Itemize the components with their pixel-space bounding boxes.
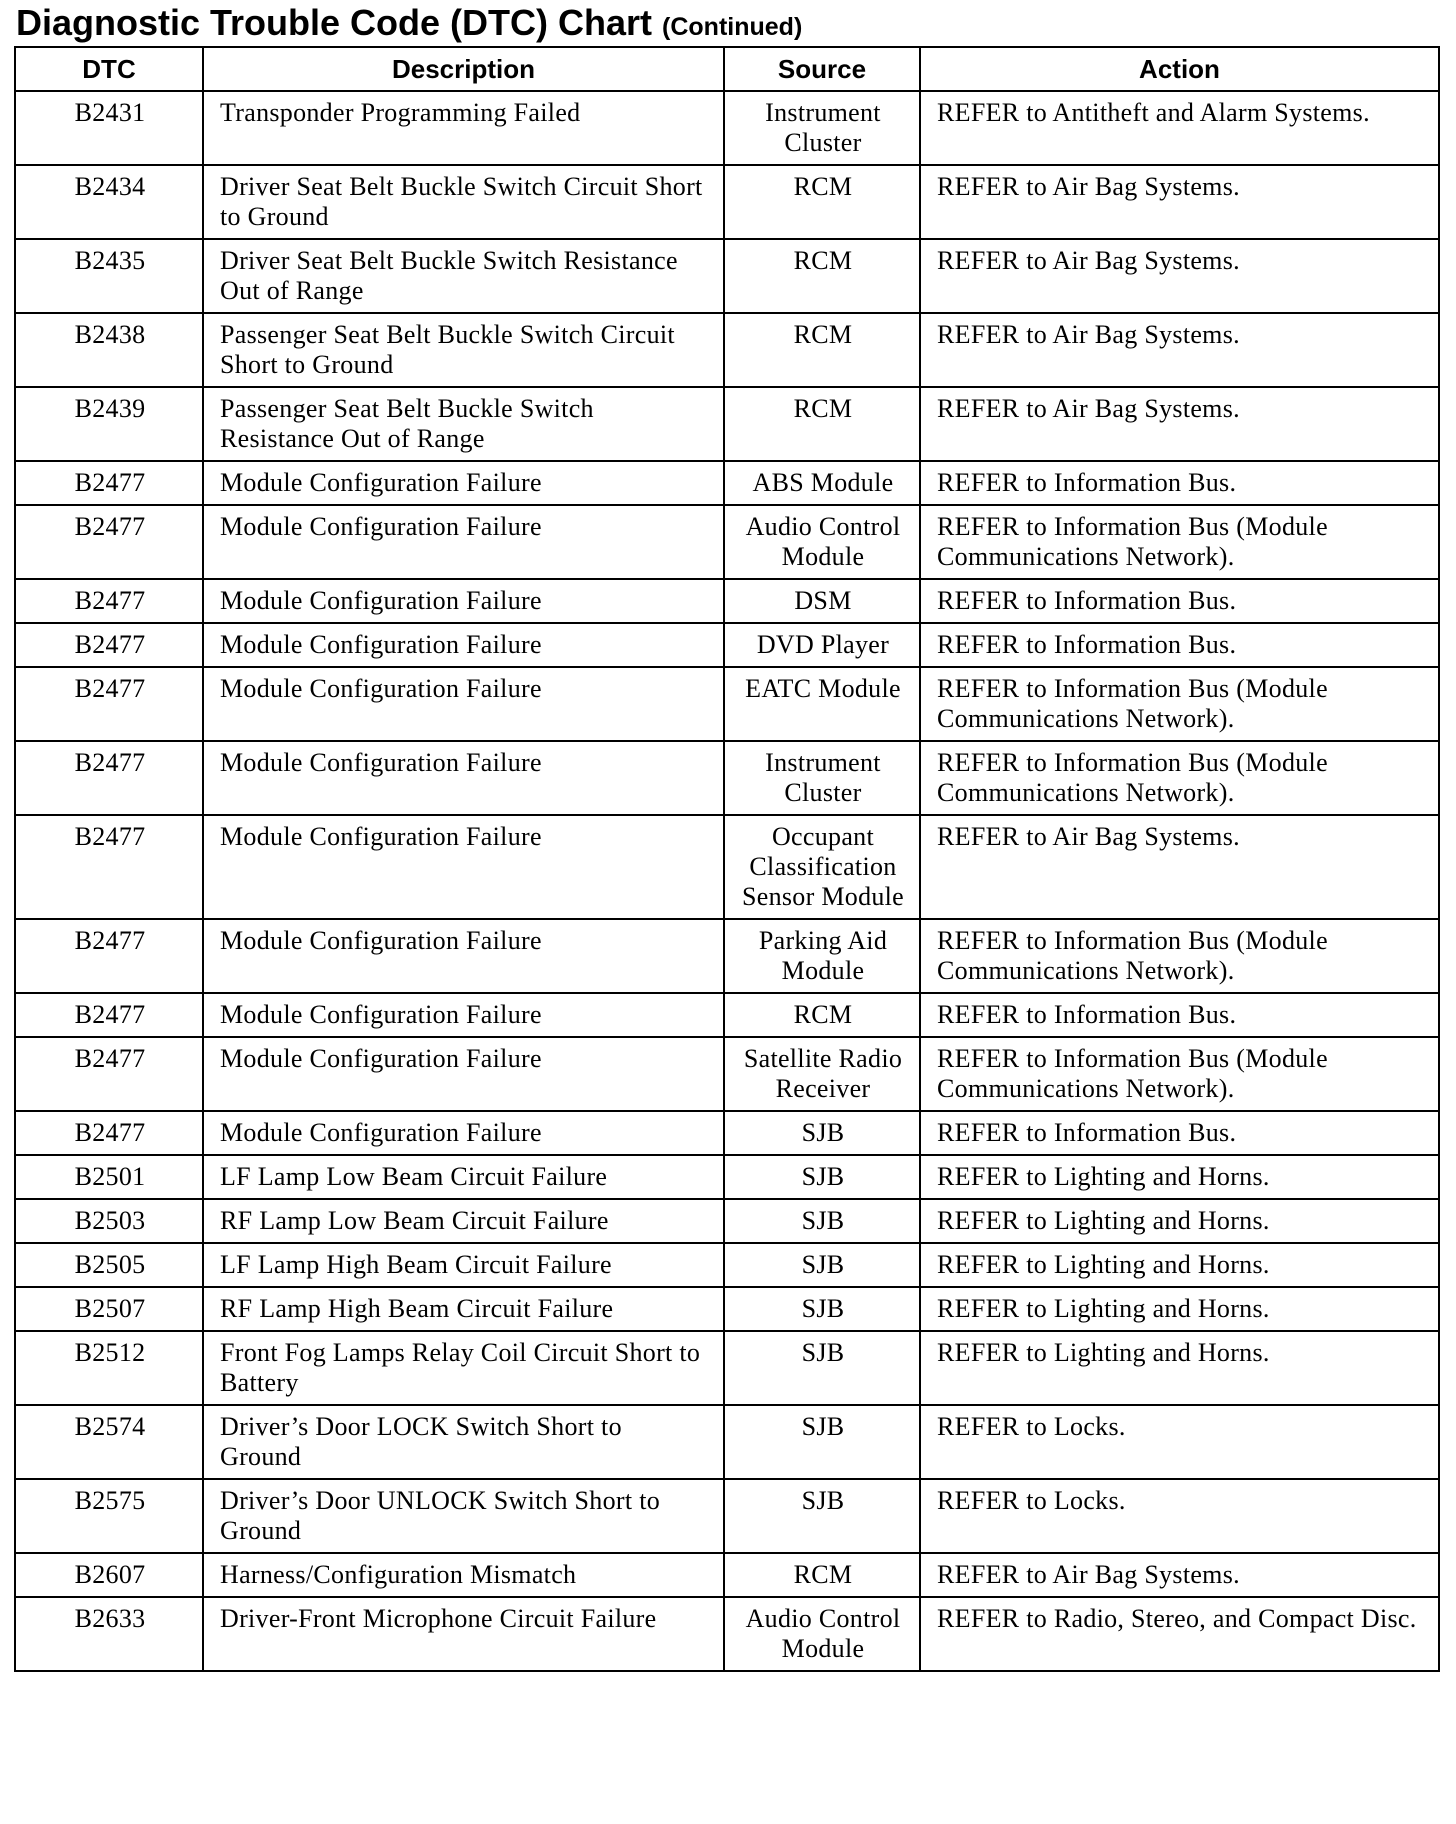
- description-cell: RF Lamp High Beam Circuit Failure: [203, 1287, 724, 1331]
- action-cell: REFER to Locks.: [920, 1405, 1439, 1479]
- action-cell: REFER to Information Bus (Module Communications Network).: [920, 505, 1439, 579]
- source-cell: RCM: [724, 993, 920, 1037]
- dtc-cell: B2477: [15, 815, 203, 919]
- dtc-cell: B2477: [15, 505, 203, 579]
- action-cell: REFER to Air Bag Systems.: [920, 313, 1439, 387]
- table-row: [15, 239, 1439, 313]
- action-cell: REFER to Lighting and Horns.: [920, 1287, 1439, 1331]
- table-row: [15, 1553, 1439, 1597]
- description-cell: Module Configuration Failure: [203, 461, 724, 505]
- table-row: [15, 165, 1439, 239]
- table-row: [15, 387, 1439, 461]
- table-body: [15, 91, 1439, 1671]
- dtc-cell: B2477: [15, 993, 203, 1037]
- source-cell: Instrument Cluster: [724, 91, 920, 165]
- table-row: [15, 1287, 1439, 1331]
- description-cell: Module Configuration Failure: [203, 815, 724, 919]
- source-cell: SJB: [724, 1287, 920, 1331]
- description-cell: Module Configuration Failure: [203, 579, 724, 623]
- dtc-cell: B2439: [15, 387, 203, 461]
- action-cell: REFER to Air Bag Systems.: [920, 165, 1439, 239]
- action-cell: REFER to Antitheft and Alarm Systems.: [920, 91, 1439, 165]
- source-cell: Audio Control Module: [724, 1597, 920, 1671]
- dtc-cell: B2512: [15, 1331, 203, 1405]
- table-row: [15, 313, 1439, 387]
- table-row: [15, 919, 1439, 993]
- source-cell: SJB: [724, 1199, 920, 1243]
- dtc-cell: B2477: [15, 1037, 203, 1111]
- source-cell: SJB: [724, 1243, 920, 1287]
- description-cell: Module Configuration Failure: [203, 1037, 724, 1111]
- action-cell: REFER to Lighting and Horns.: [920, 1331, 1439, 1405]
- table-row: [15, 91, 1439, 165]
- dtc-cell: B2607: [15, 1553, 203, 1597]
- description-cell: Driver-Front Microphone Circuit Failure: [203, 1597, 724, 1671]
- dtc-cell: B2434: [15, 165, 203, 239]
- source-cell: SJB: [724, 1331, 920, 1405]
- action-cell: REFER to Air Bag Systems.: [920, 1553, 1439, 1597]
- title-suffix: (Continued): [662, 13, 803, 41]
- table-row: [15, 667, 1439, 741]
- source-cell: Satellite Radio Receiver: [724, 1037, 920, 1111]
- description-cell: LF Lamp Low Beam Circuit Failure: [203, 1155, 724, 1199]
- action-cell: REFER to Lighting and Horns.: [920, 1155, 1439, 1199]
- document-title: [14, 0, 1438, 46]
- action-cell: REFER to Air Bag Systems.: [920, 239, 1439, 313]
- dtc-cell: B2477: [15, 741, 203, 815]
- table-row: [15, 505, 1439, 579]
- source-cell: Occupant Classification Sensor Module: [724, 815, 920, 919]
- source-cell: RCM: [724, 387, 920, 461]
- source-cell: EATC Module: [724, 667, 920, 741]
- dtc-cell: B2438: [15, 313, 203, 387]
- dtc-cell: B2477: [15, 461, 203, 505]
- header-description: Description: [203, 47, 724, 91]
- description-cell: Module Configuration Failure: [203, 1111, 724, 1155]
- dtc-cell: B2477: [15, 579, 203, 623]
- header-dtc: DTC: [15, 47, 203, 91]
- table-row: [15, 815, 1439, 919]
- dtc-cell: B2477: [15, 919, 203, 993]
- source-cell: Parking Aid Module: [724, 919, 920, 993]
- description-cell: Passenger Seat Belt Buckle Switch Resistance Out of Range: [203, 387, 724, 461]
- table-row: [15, 579, 1439, 623]
- dtc-cell: B2435: [15, 239, 203, 313]
- description-cell: Module Configuration Failure: [203, 667, 724, 741]
- source-cell: RCM: [724, 1553, 920, 1597]
- table-row: [15, 1111, 1439, 1155]
- action-cell: REFER to Lighting and Horns.: [920, 1199, 1439, 1243]
- source-cell: ABS Module: [724, 461, 920, 505]
- description-cell: Module Configuration Failure: [203, 623, 724, 667]
- action-cell: REFER to Information Bus (Module Communications Network).: [920, 741, 1439, 815]
- title-text: Diagnostic Trouble Code (DTC) Chart: [16, 2, 653, 43]
- description-cell: Passenger Seat Belt Buckle Switch Circuit Short to Ground: [203, 313, 724, 387]
- dtc-cell: B2574: [15, 1405, 203, 1479]
- source-cell: SJB: [724, 1479, 920, 1553]
- table-row: [15, 1243, 1439, 1287]
- table-row: [15, 623, 1439, 667]
- source-cell: SJB: [724, 1111, 920, 1155]
- description-cell: Harness/Configuration Mismatch: [203, 1553, 724, 1597]
- table-row: [15, 461, 1439, 505]
- description-cell: Module Configuration Failure: [203, 505, 724, 579]
- dtc-cell: B2507: [15, 1287, 203, 1331]
- table-row: [15, 1199, 1439, 1243]
- table-header-row: [15, 47, 1439, 91]
- dtc-cell: B2431: [15, 91, 203, 165]
- dtc-cell: B2503: [15, 1199, 203, 1243]
- dtc-cell: B2505: [15, 1243, 203, 1287]
- action-cell: REFER to Radio, Stereo, and Compact Disc.: [920, 1597, 1439, 1671]
- action-cell: REFER to Information Bus.: [920, 623, 1439, 667]
- dtc-cell: B2477: [15, 1111, 203, 1155]
- description-cell: LF Lamp High Beam Circuit Failure: [203, 1243, 724, 1287]
- document-page: [14, 0, 1438, 1672]
- description-cell: Front Fog Lamps Relay Coil Circuit Short to Battery: [203, 1331, 724, 1405]
- description-cell: Module Configuration Failure: [203, 919, 724, 993]
- action-cell: REFER to Information Bus (Module Communications Network).: [920, 919, 1439, 993]
- action-cell: REFER to Information Bus.: [920, 579, 1439, 623]
- source-cell: RCM: [724, 165, 920, 239]
- action-cell: REFER to Lighting and Horns.: [920, 1243, 1439, 1287]
- table-row: [15, 1331, 1439, 1405]
- description-cell: Transponder Programming Failed: [203, 91, 724, 165]
- dtc-cell: B2575: [15, 1479, 203, 1553]
- action-cell: REFER to Information Bus (Module Communications Network).: [920, 667, 1439, 741]
- description-cell: RF Lamp Low Beam Circuit Failure: [203, 1199, 724, 1243]
- table-row: [15, 993, 1439, 1037]
- action-cell: REFER to Information Bus.: [920, 993, 1439, 1037]
- dtc-cell: B2501: [15, 1155, 203, 1199]
- action-cell: REFER to Air Bag Systems.: [920, 815, 1439, 919]
- table-row: [15, 1597, 1439, 1671]
- source-cell: DVD Player: [724, 623, 920, 667]
- table-row: [15, 1479, 1439, 1553]
- header-source: Source: [724, 47, 920, 91]
- action-cell: REFER to Information Bus.: [920, 1111, 1439, 1155]
- dtc-cell: B2477: [15, 623, 203, 667]
- action-cell: REFER to Information Bus (Module Communications Network).: [920, 1037, 1439, 1111]
- description-cell: Module Configuration Failure: [203, 741, 724, 815]
- description-cell: Driver Seat Belt Buckle Switch Resistance Out of Range: [203, 239, 724, 313]
- source-cell: SJB: [724, 1155, 920, 1199]
- table-row: [15, 1037, 1439, 1111]
- description-cell: Driver’s Door UNLOCK Switch Short to Ground: [203, 1479, 724, 1553]
- description-cell: Module Configuration Failure: [203, 993, 724, 1037]
- table-row: [15, 1155, 1439, 1199]
- table-row: [15, 1405, 1439, 1479]
- source-cell: RCM: [724, 313, 920, 387]
- action-cell: REFER to Air Bag Systems.: [920, 387, 1439, 461]
- source-cell: Audio Control Module: [724, 505, 920, 579]
- header-action: Action: [920, 47, 1439, 91]
- dtc-cell: B2633: [15, 1597, 203, 1671]
- table-row: [15, 741, 1439, 815]
- source-cell: SJB: [724, 1405, 920, 1479]
- dtc-chart-table: [14, 46, 1440, 1672]
- action-cell: REFER to Locks.: [920, 1479, 1439, 1553]
- description-cell: Driver’s Door LOCK Switch Short to Ground: [203, 1405, 724, 1479]
- description-cell: Driver Seat Belt Buckle Switch Circuit Short to Ground: [203, 165, 724, 239]
- dtc-cell: B2477: [15, 667, 203, 741]
- source-cell: Instrument Cluster: [724, 741, 920, 815]
- action-cell: REFER to Information Bus.: [920, 461, 1439, 505]
- source-cell: RCM: [724, 239, 920, 313]
- source-cell: DSM: [724, 579, 920, 623]
